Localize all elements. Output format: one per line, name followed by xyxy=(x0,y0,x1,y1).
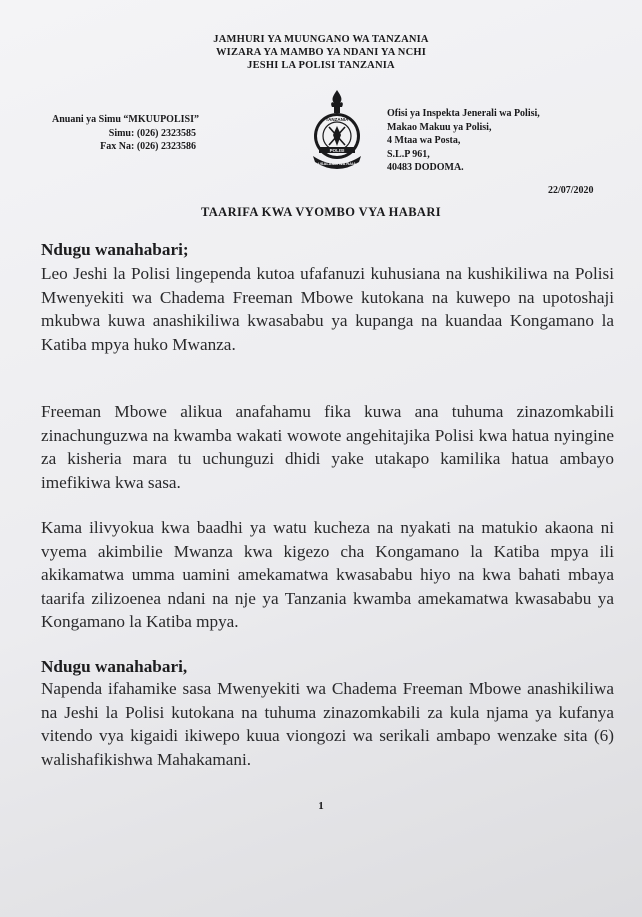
phone-number: Simu: (026) 2323585 xyxy=(108,127,196,139)
document-title: TAARIFA KWA VYOMBO VYA HABARI xyxy=(200,205,442,219)
emblem-band-text: POLISI xyxy=(329,148,345,153)
paragraph-2: Freeman Mbowe alikua anafahamu fika kuwa ana tuhuma zinazomkabili zinachunguzwa na kwamba wakati wowote angehitajika Polisi kwa hatua nyingine za kisheria mara tu uchunguzi dhidi yake utakapo kamilika hatua ambayo imefikiwa kwa sasa. xyxy=(41,402,614,492)
paragraph-3: Kama ilivyokua kwa baadhi ya watu kucheza na nyakati na matukio akaona ni vyema akimbilie Mwanza kwa kigezo cha Kongamano la Katiba mpya ili akikamatwa umma uamini amekamatwa kwasababu hiyo na kwa bahati mbaya taarifa zilizoenea ndani na nje ya Tanzania kwamba amekamatwa kwasababu ya Kongamano la Katiba mpya. xyxy=(41,518,614,631)
emblem-top-text: TANZANIA xyxy=(325,117,349,122)
address-line-pobox: S.L.P 961, xyxy=(387,148,430,160)
greeting-heading: Ndugu wanahabari; xyxy=(41,240,189,259)
contact-block xyxy=(52,113,199,154)
address-line-office: Ofisi ya Inspekta Jenerali wa Polisi, xyxy=(387,108,540,119)
letterhead-line-republic: JAMHURI YA MUUNGANO WA TANZANIA xyxy=(213,34,429,45)
address-line-hq: Makao Makuu ya Polisi, xyxy=(387,121,492,133)
paragraph-1: Leo Jeshi la Polisi lingependa kutoa ufafanuzi kuhusiana na kushikiliwa na Polisi Mwenyekiti wa Chadema Freeman Mbowe kutokana na kuwepo na upotoshaji mkubwa kuwa anashikiliwa kwasababu ya kupanga na kuandaa Kongamano la Katiba mpya huko Mwanza. xyxy=(41,264,614,354)
office-address xyxy=(387,107,540,175)
greeting-heading-2: Ndugu wanahabari, xyxy=(41,657,188,676)
letterhead-line-police: JESHI LA POLISI TANZANIA xyxy=(247,60,395,71)
letterhead-line-ministry: WIZARA YA MAMBO YA NDANI YA NCHI xyxy=(215,47,427,58)
telegram-address: Anuani ya Simu “MKUUPOLISI” xyxy=(52,114,199,125)
letterhead xyxy=(0,33,642,72)
emblem-motto-text: USALAMA WA RAIA xyxy=(317,161,357,166)
paragraph-4: Napenda ifahamike sasa Mwenyekiti wa Chadema Freeman Mbowe anashikiliwa na Jeshi la Polisi kutokana na tuhuma zinazomkabili za kula njama ya kufanya vitendo vya kigaidi ikiwepo kuua viongozi wa serikali ambapo wenzake sita (6) walishafikishwa Mahakamani. xyxy=(41,679,614,769)
address-line-street: 4 Mtaa wa Posta, xyxy=(387,135,461,146)
fax-number: Fax Na: (026) 2323586 xyxy=(100,141,196,152)
page-number: 1 xyxy=(318,800,324,812)
police-emblem-icon xyxy=(301,88,373,170)
letter-date: 22/07/2020 xyxy=(548,185,594,196)
address-line-city: 40483 DODOMA. xyxy=(387,162,464,173)
